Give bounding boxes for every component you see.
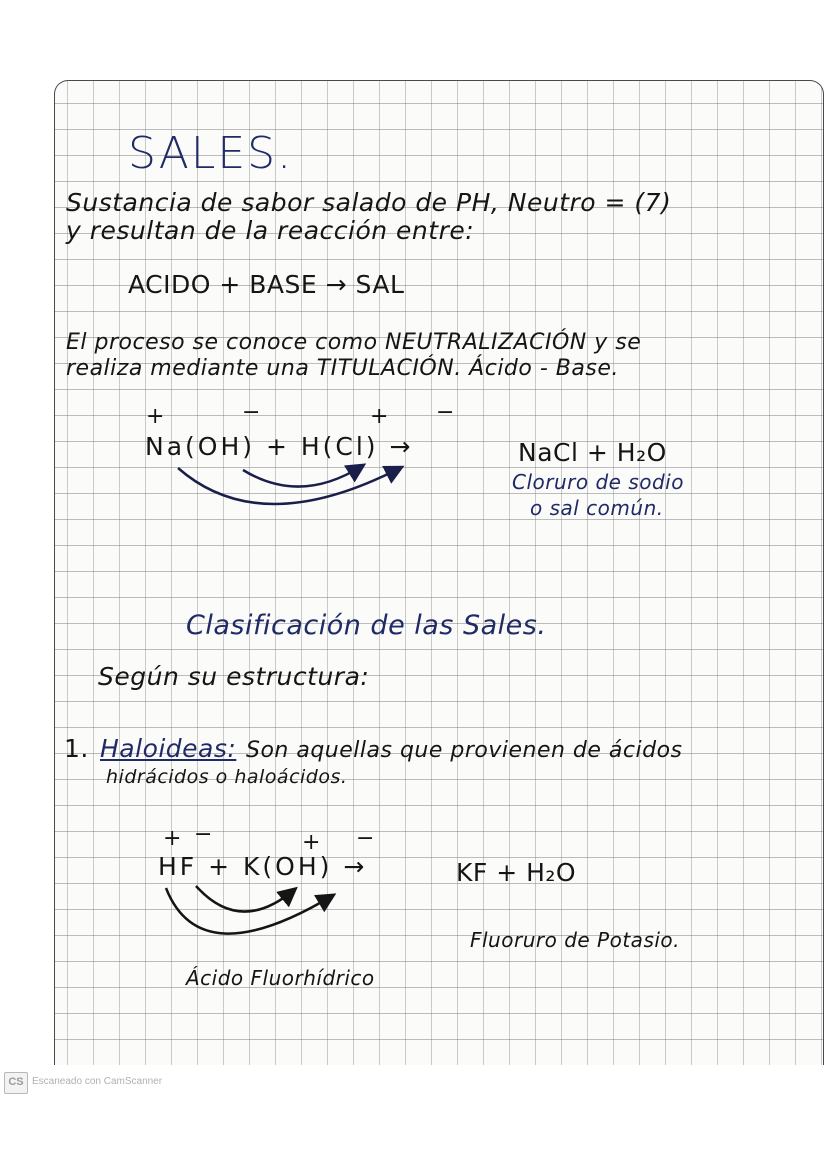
page-title: SALES. — [128, 128, 294, 179]
example2-product-note: Fluoruro de Potasio. — [470, 928, 681, 952]
charge-h-plus: + — [370, 404, 389, 429]
item1-definition-2: hidrácidos o halоácidos. — [106, 766, 348, 788]
general-reaction: ACIDO + BASE → SAL — [128, 270, 405, 299]
section-heading: Clasificación de las Sales. — [186, 610, 547, 641]
example2-products: KF + H₂O — [456, 858, 577, 887]
process-line-1: El proceso se conoce como NEUTRALIZACIÓN y se — [66, 330, 642, 355]
item1-definition-1: Son aquellas que provienen de ácidos — [246, 738, 683, 763]
example1-reactants: Na(OH) + H(Cl) → — [145, 432, 414, 461]
charge-cl-minus: − — [436, 400, 455, 425]
charge-na-plus: + — [146, 404, 165, 429]
example2-reactant-note: Ácido Fluorhídrico — [186, 966, 375, 990]
example1-note-1: Cloruro de sodio — [512, 470, 684, 494]
example2-reactants: HF + K(OH) → — [158, 852, 368, 881]
item1-term: Haloideas: — [100, 734, 237, 763]
charge-h-plus-2: + — [163, 826, 182, 851]
subheading: Según su estructura: — [98, 662, 370, 691]
item1-number: 1. — [64, 734, 89, 763]
intro-line-2: y resultan de la reacción entre: — [66, 216, 475, 245]
charge-f-minus: − — [194, 822, 213, 847]
camscanner-watermark: Escaneado con CamScanner — [32, 1076, 163, 1087]
example1-note-2: o sal común. — [530, 496, 664, 520]
charge-k-plus: + — [302, 830, 321, 855]
process-line-2: realiza mediante una TITULACIÓN. Ácido - Base. — [66, 356, 619, 381]
camscanner-logo: CS — [4, 1072, 28, 1094]
charge-oh-minus: − — [242, 400, 261, 425]
example1-products: NaCl + H₂O — [518, 438, 667, 467]
charge-oh-minus-2: − — [356, 826, 375, 851]
intro-line-1: Sustancia de sabor salado de PH, Neutro = (7) — [66, 188, 672, 217]
